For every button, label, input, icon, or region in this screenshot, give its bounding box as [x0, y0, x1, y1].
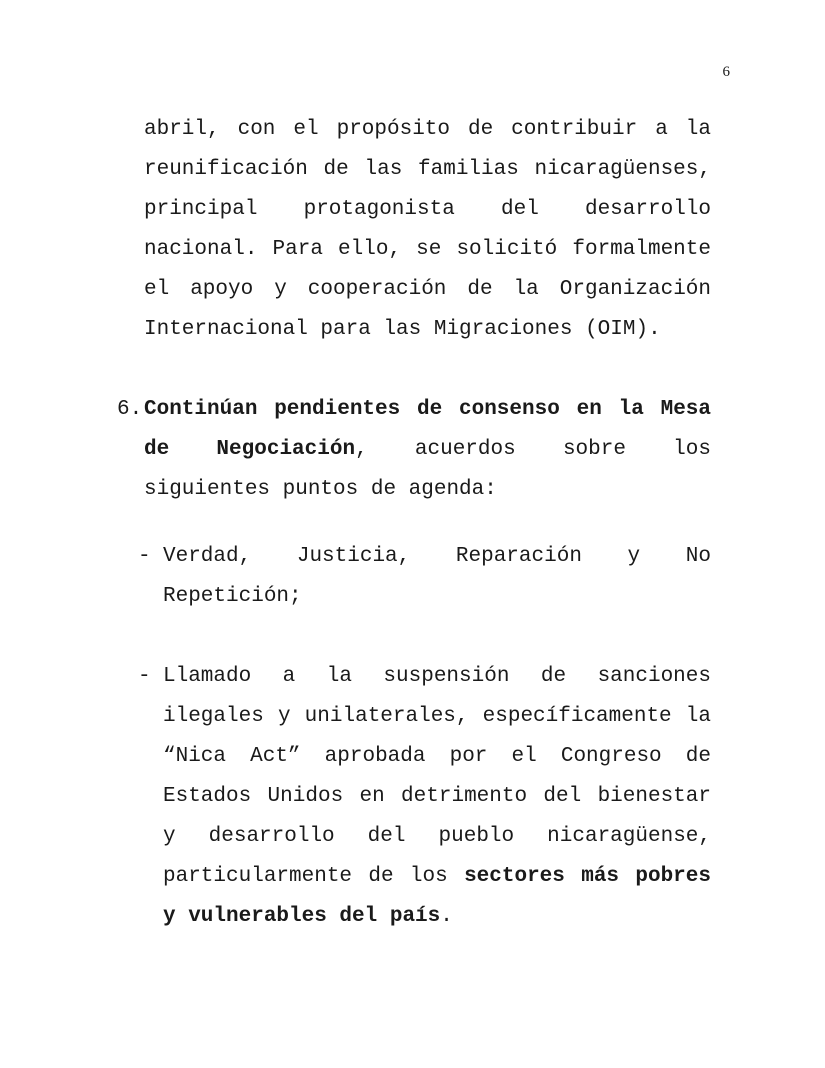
list-item-bold-lead: Continúan pendientes de consenso en la Mesa de Negociación — [144, 398, 711, 461]
subitem-text-main: Llamado a la suspensión de sanciones ilegales y unilaterales, específicamente la “Nica Act” aprobada por el Congreso de Estados Unidos en detrimento del bienestar y desarrollo del pueblo nicaragüense, particularmente de los — [163, 665, 711, 888]
list-item-rest: , acuerdos sobre los siguientes puntos de agenda: — [144, 438, 711, 501]
subitem-text: Verdad, Justicia, Reparación y No Repetición; — [163, 545, 711, 608]
subitem-dash: - — [138, 545, 151, 568]
subitem-dash: - — [138, 665, 151, 688]
subitem-text — [163, 657, 711, 937]
continued-paragraph: abril, con el propósito de contribuir a la reunificación de las familias nicaragüenses, principal protagonista del desarrollo nacional. Para ello, se solicitó formalmente el apoyo y cooperación de la Organización Internacional para las Migraciones (OIM). — [144, 118, 711, 341]
page-number: 6 — [722, 64, 730, 80]
list-item-number: 6. — [117, 398, 143, 421]
list-item-text — [144, 390, 711, 510]
subitem-end: . — [440, 905, 453, 928]
subitem-bold-tail: sectores más pobres y vulnerables del país — [163, 865, 711, 928]
